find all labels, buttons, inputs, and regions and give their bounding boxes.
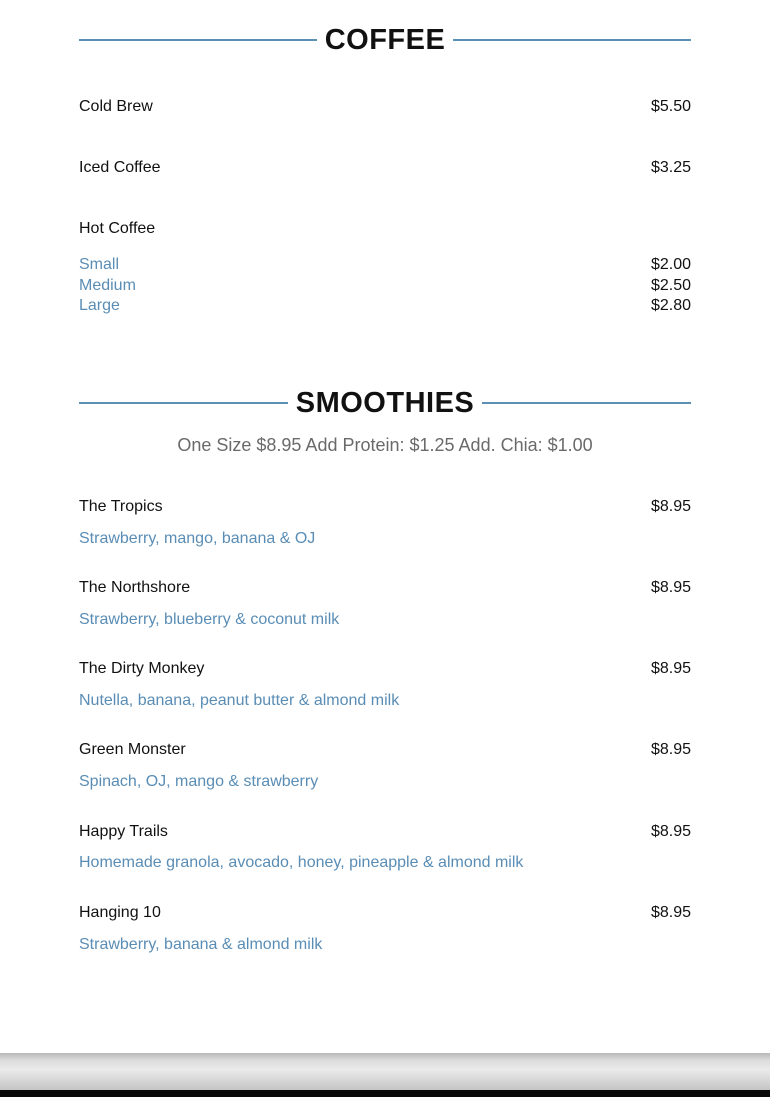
item-price: $5.50 — [650, 98, 691, 115]
item-name: The Northshore — [79, 579, 191, 596]
menu-item-iced-coffee — [79, 158, 691, 178]
item-name: Hot Coffee — [79, 220, 156, 237]
item-name: Iced Coffee — [79, 159, 161, 176]
coffee-section-header — [79, 23, 691, 57]
menu-item-hot-coffee — [79, 219, 691, 239]
size-name: Large — [79, 297, 120, 314]
item-description: Strawberry, banana & almond milk — [79, 936, 323, 953]
header-rule-right — [482, 402, 691, 404]
coffee-title: COFFEE — [324, 24, 446, 56]
item-price: $8.95 — [650, 579, 691, 596]
menu-item-the-northshore — [79, 578, 691, 598]
item-price: $8.95 — [650, 904, 691, 921]
item-description: Homemade granola, avocado, honey, pineapple & almond milk — [79, 854, 524, 871]
menu-item-cold-brew — [79, 97, 691, 117]
item-price: $3.25 — [650, 159, 691, 176]
size-option-large — [79, 296, 691, 316]
item-name: The Tropics — [79, 498, 163, 515]
header-rule-right — [453, 39, 691, 41]
header-rule-left — [79, 402, 288, 404]
menu-item-happy-trails — [79, 822, 691, 842]
menu-item-hanging-10 — [79, 903, 691, 923]
menu-item-green-monster — [79, 740, 691, 760]
item-description: Strawberry, mango, banana & OJ — [79, 530, 316, 547]
size-option-medium — [79, 276, 691, 296]
item-name: Green Monster — [79, 741, 186, 758]
size-option-small — [79, 255, 691, 275]
menu-item-the-dirty-monkey — [79, 659, 691, 679]
item-name: Cold Brew — [79, 98, 153, 115]
item-price: $8.95 — [650, 660, 691, 677]
size-name: Medium — [79, 277, 136, 294]
item-name: Happy Trails — [79, 823, 168, 840]
size-price: $2.80 — [650, 297, 691, 314]
size-price: $2.50 — [650, 277, 691, 294]
item-description: Strawberry, blueberry & coconut milk — [79, 611, 340, 628]
item-name: Hanging 10 — [79, 904, 161, 921]
header-rule-left — [79, 39, 317, 41]
footer-band — [0, 1090, 770, 1097]
footer-paper-texture — [0, 1053, 770, 1090]
item-price: $8.95 — [650, 823, 691, 840]
item-description: Spinach, OJ, mango & strawberry — [79, 773, 319, 790]
item-name: The Dirty Monkey — [79, 660, 205, 677]
size-price: $2.00 — [650, 256, 691, 273]
smoothies-section-header — [79, 386, 691, 420]
smoothies-pricing-note: One Size $8.95 Add Protein: $1.25 Add. Chia: $1.00 — [177, 435, 593, 455]
item-price: $8.95 — [650, 741, 691, 758]
size-name: Small — [79, 256, 120, 273]
item-description: Nutella, banana, peanut butter & almond milk — [79, 692, 400, 709]
smoothies-title: SMOOTHIES — [295, 387, 475, 419]
item-price: $8.95 — [650, 498, 691, 515]
menu-item-the-tropics — [79, 497, 691, 517]
